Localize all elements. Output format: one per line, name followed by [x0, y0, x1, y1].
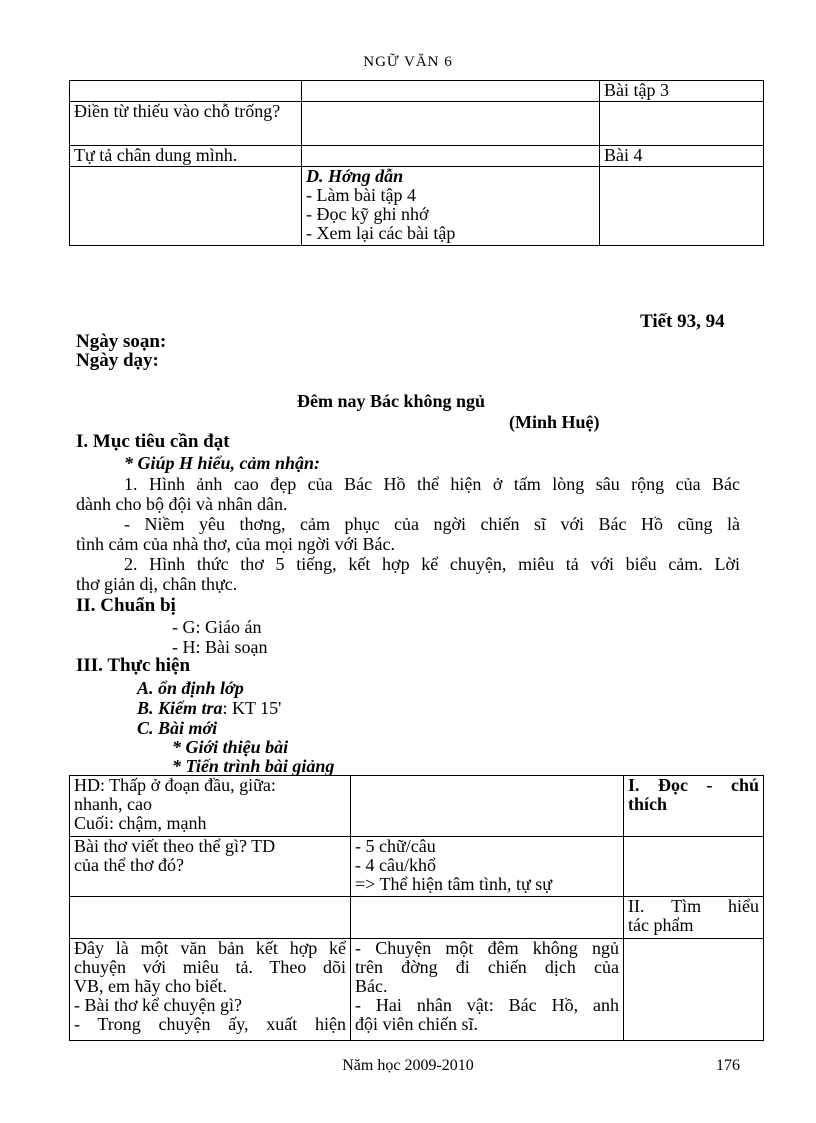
text-line: Đây là một văn bản kết hợp kể — [74, 938, 346, 958]
footer-page-number: 176 — [716, 1057, 740, 1074]
table-cell — [624, 897, 764, 939]
text-line: - 5 chữ/câu — [355, 836, 436, 856]
text-line: - Chuyện một đêm không ngủ — [355, 938, 619, 958]
lesson-title: Đêm nay Bác không ngủ — [297, 391, 486, 411]
table-cell — [624, 776, 764, 837]
section-heading: I. Mục tiêu cần đạt — [76, 431, 230, 452]
text-line: thơ giản dị, chân thực. — [76, 574, 238, 594]
table-cell — [600, 102, 764, 146]
text-line: 1. Hình ảnh cao đẹp của Bác Hồ thể hiện ở tấm lòng sâu rộng của Bác — [124, 474, 740, 494]
table-cell — [70, 939, 351, 1041]
text-line: - Bài thơ kể chuyện gì? — [74, 995, 242, 1015]
text-line: VB, em hãy cho biết. — [74, 976, 227, 996]
guide-cell — [302, 167, 600, 246]
guide-title: D. Hớng dẫn — [306, 166, 404, 186]
text-line: đội viên chiến sĩ. — [355, 1014, 478, 1034]
table-cell: Bài tập 3 — [600, 81, 764, 102]
table-cell — [302, 81, 600, 102]
text-line: Bác. — [355, 976, 388, 996]
text-line: HD: Thấp ở đoạn đầu, giữa: — [74, 775, 276, 795]
guide-item: - Xem lại các bài tập — [306, 223, 456, 243]
text-line: Bài thơ viết theo thể gì? TD — [74, 836, 276, 856]
table-cell: Điền từ thiếu vào chỗ trống? — [70, 102, 302, 146]
footer-school-year: Năm học 2009-2010 — [342, 1057, 474, 1074]
table-cell — [70, 776, 351, 837]
lesson-period: Tiết 93, 94 — [640, 311, 725, 332]
section-heading: III. Thực hiện — [76, 655, 191, 676]
table-cell — [70, 81, 302, 102]
table-cell — [70, 167, 302, 246]
guide-item: - Đọc kỹ ghi nhớ — [306, 204, 429, 224]
section-subheading: * Giúp H hiểu, cảm nhận: — [124, 453, 321, 473]
objective-paragraph — [76, 474, 740, 594]
table-cell — [302, 102, 600, 146]
text-line: nhanh, cao — [74, 794, 152, 814]
lesson-table — [69, 775, 764, 1041]
table-cell — [351, 939, 624, 1041]
text-line: - Trong chuyện ấy, xuất hiện — [74, 1014, 346, 1034]
text-line: Cuối: chậm, mạnh — [74, 813, 207, 833]
text-line: trên đờng đi chiến dịch của — [355, 957, 619, 977]
text-line: dành cho bộ đội và nhân dân. — [76, 494, 288, 514]
prep-item: - H: Bài soạn — [172, 637, 268, 657]
page-header: NGỮ VĂN 6 — [363, 54, 453, 70]
text-line: tình cảm của nhà thơ, của mọi ngời với Bác. — [76, 534, 395, 554]
table-cell — [600, 167, 764, 246]
step-label: C. Bài mới — [137, 718, 218, 738]
table-cell — [70, 837, 351, 897]
table-cell — [624, 837, 764, 897]
step-label: A. ổn định lớp — [137, 678, 244, 698]
date-prepared: Ngày soạn: — [76, 331, 167, 352]
text-line: thích — [628, 794, 668, 814]
text-line: 2. Hình thức thơ 5 tiếng, kết hợp kể chuyện, miêu tả với biểu cảm. Lời — [124, 554, 740, 574]
activity-table-top — [69, 80, 764, 246]
text-line: tác phẩm — [628, 915, 694, 935]
table-cell — [351, 776, 624, 837]
text-line: - 4 câu/khổ — [355, 855, 436, 875]
text-line: I. Đọc - chú — [628, 775, 759, 795]
step-sub: * Tiến trình bài giảng — [172, 756, 335, 776]
table-cell — [70, 897, 351, 939]
text-line: - Niềm yêu thơng, cảm phục của ngời chiến sĩ với Bác Hồ cũng là — [124, 514, 740, 534]
table-cell — [351, 837, 624, 897]
text-line: II. Tìm hiểu — [628, 896, 759, 916]
step-sub: * Giới thiệu bài — [172, 737, 289, 757]
text-line: chuyện với miêu tả. Theo dõi — [74, 957, 346, 977]
lesson-author: (Minh Huệ) — [509, 412, 600, 432]
guide-item: - Làm bài tập 4 — [306, 185, 416, 205]
step-value: : KT 15' — [222, 698, 282, 718]
step-label: B. Kiểm tra — [137, 698, 223, 718]
table-cell — [351, 897, 624, 939]
date-taught: Ngày dạy: — [76, 350, 159, 371]
table-cell: Bài 4 — [600, 146, 764, 167]
text-line: => Thể hiện tâm tình, tự sự — [355, 874, 552, 894]
table-cell: Tự tả chân dung mình. — [70, 146, 302, 167]
prep-item: - G: Giáo án — [172, 617, 262, 637]
table-cell — [302, 146, 600, 167]
text-line: của thể thơ đó? — [74, 855, 184, 875]
table-cell — [624, 939, 764, 1041]
section-heading: II. Chuẩn bị — [76, 595, 176, 616]
text-line: - Hai nhân vật: Bác Hồ, anh — [355, 995, 619, 1015]
step-line — [137, 698, 281, 718]
